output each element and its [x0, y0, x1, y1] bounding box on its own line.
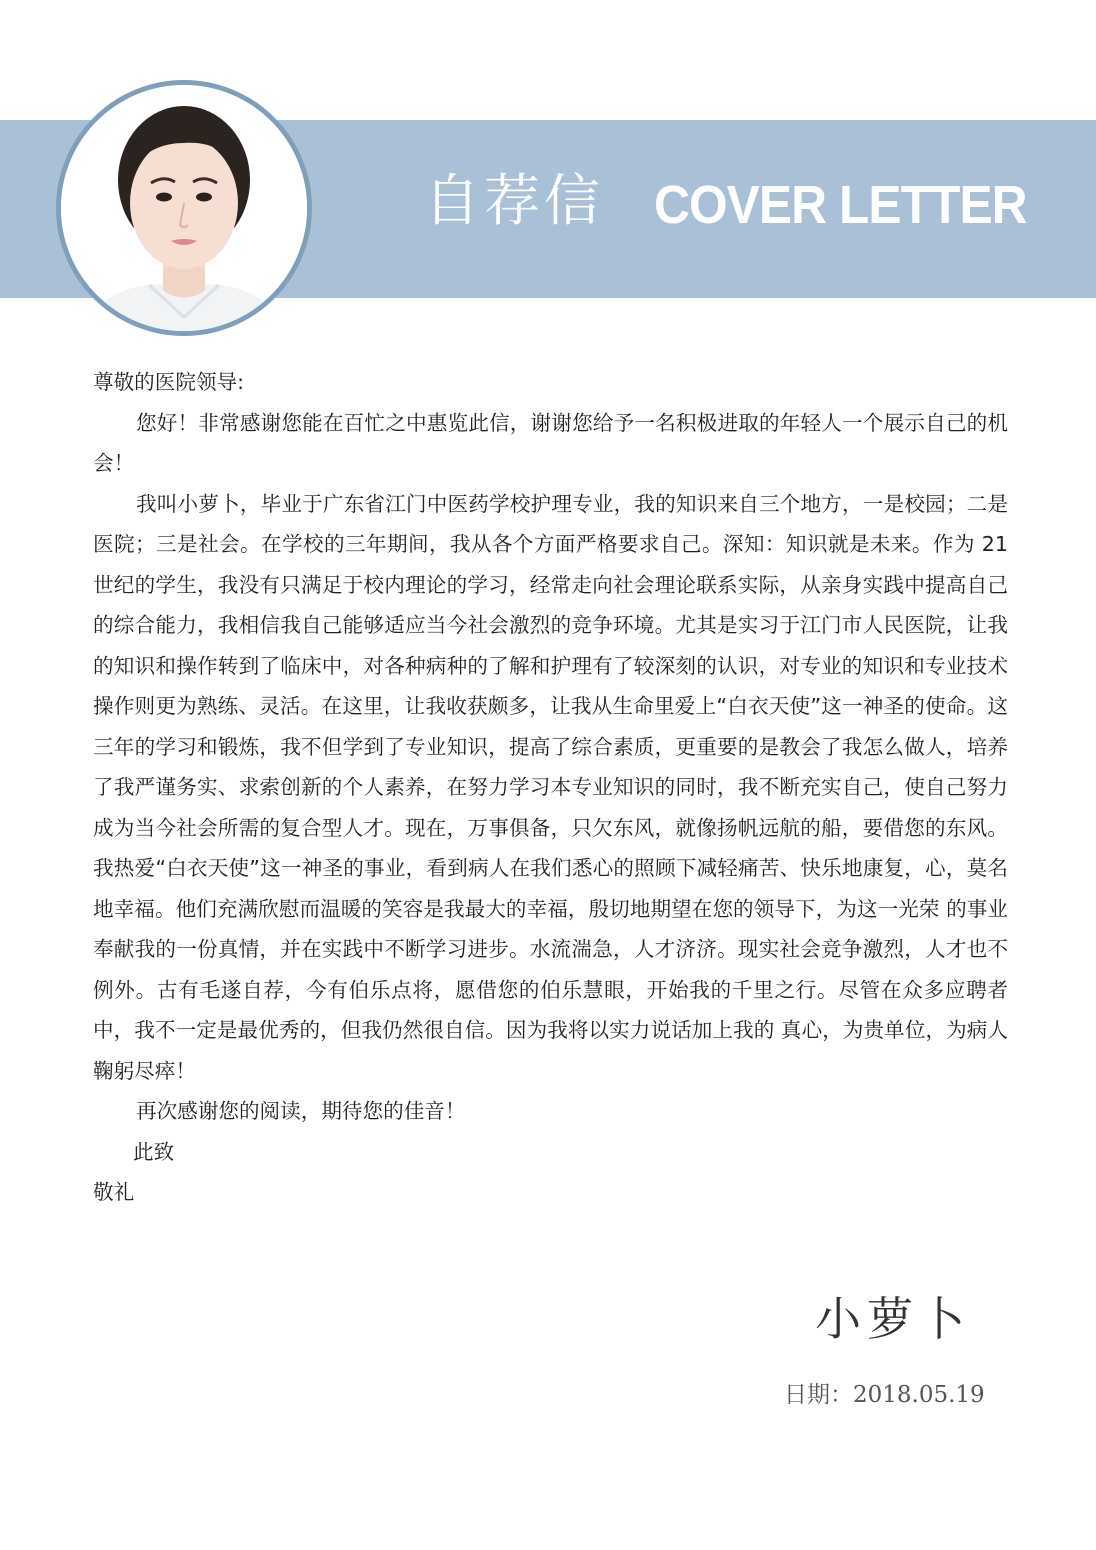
paragraph-thanks: 再次感谢您的阅读，期待您的佳音！ — [136, 1099, 466, 1123]
date: 日期：2018.05.19 — [784, 1382, 985, 1408]
salutation: 尊敬的医院领导: — [93, 370, 245, 394]
title-english: COVER LETTER — [654, 175, 1027, 235]
profile-photo — [56, 80, 312, 336]
portrait-illustration — [61, 85, 307, 331]
paragraph-greeting: 您好！非常感谢您能在百忙之中惠览此信，谢谢您给予一名积极进取的年轻人一个展示自己的机会！ — [93, 410, 1008, 475]
signature: 小萝卜 — [815, 1292, 971, 1346]
closing-jing-li: 敬礼 — [93, 1180, 135, 1204]
paragraph-main: 我叫小萝卜，毕业于广东省江门中医药学校护理专业，我的知识来自三个地方，一是校园；二是医院；三是社会。在学校的三年期间，我从各个方面严格要求自己。深知：知识就是未来。作为 21 世纪的学生，我没有只满足于校内理论的学习，经常走向社会理论联系实际，从亲身实践中提高自己的综合能力，我相信我自己能够适应当今社会激烈的竞争环境。尤其是实习于江门市人民医院，让我的知识和操作转到了临床中，对各种病种的了解和护理有了较深刻的认识，对专业的知识和专业技术操作则更为熟练、灵活。在这里，让我收获颇多，让我从生命里爱上“白衣天使”这一神圣的使命。这三年的学习和锻炼，我不但学到了专业知识，提高了综合素质，更重要的是教会了我怎么做人，培养了我严谨务实、求索创新的个人素养，在努力学习本专业知识的同时，我不断充实自己，使自己努力成为当今社会所需的复合型人才。现在，万事俱备，只欠东风，就像扬帆远航的船，要借您的东风。我热爱“白衣天使”这一神圣的事业，看到病人在我们悉心的照顾下减轻痛苦、快乐地康复，心，莫名地幸福。他们充满欣慰而温暖的笑容是我最大的幸福，殷切地期望在您的领导下，为这一光荣 的事业奉献我的一份真情，并在实践中不断学习进步。水流湍急，人才济济。现实社会竞争激烈，人才也不例外。古有毛遂自荐，今有伯乐点将，愿借您的伯乐慧眼，开始我的千里之行。尽管在众多应聘者中，我不一定是最优秀的，但我仍然很自信。因为我将以实力说话加上我的 真心，为贵单位，为病人鞠躬尽瘁！ — [93, 491, 1008, 1083]
letter-body — [93, 362, 1008, 1213]
title-chinese: 自荐信 — [424, 169, 604, 234]
closing-ci-zhi: 此致 — [133, 1139, 175, 1164]
